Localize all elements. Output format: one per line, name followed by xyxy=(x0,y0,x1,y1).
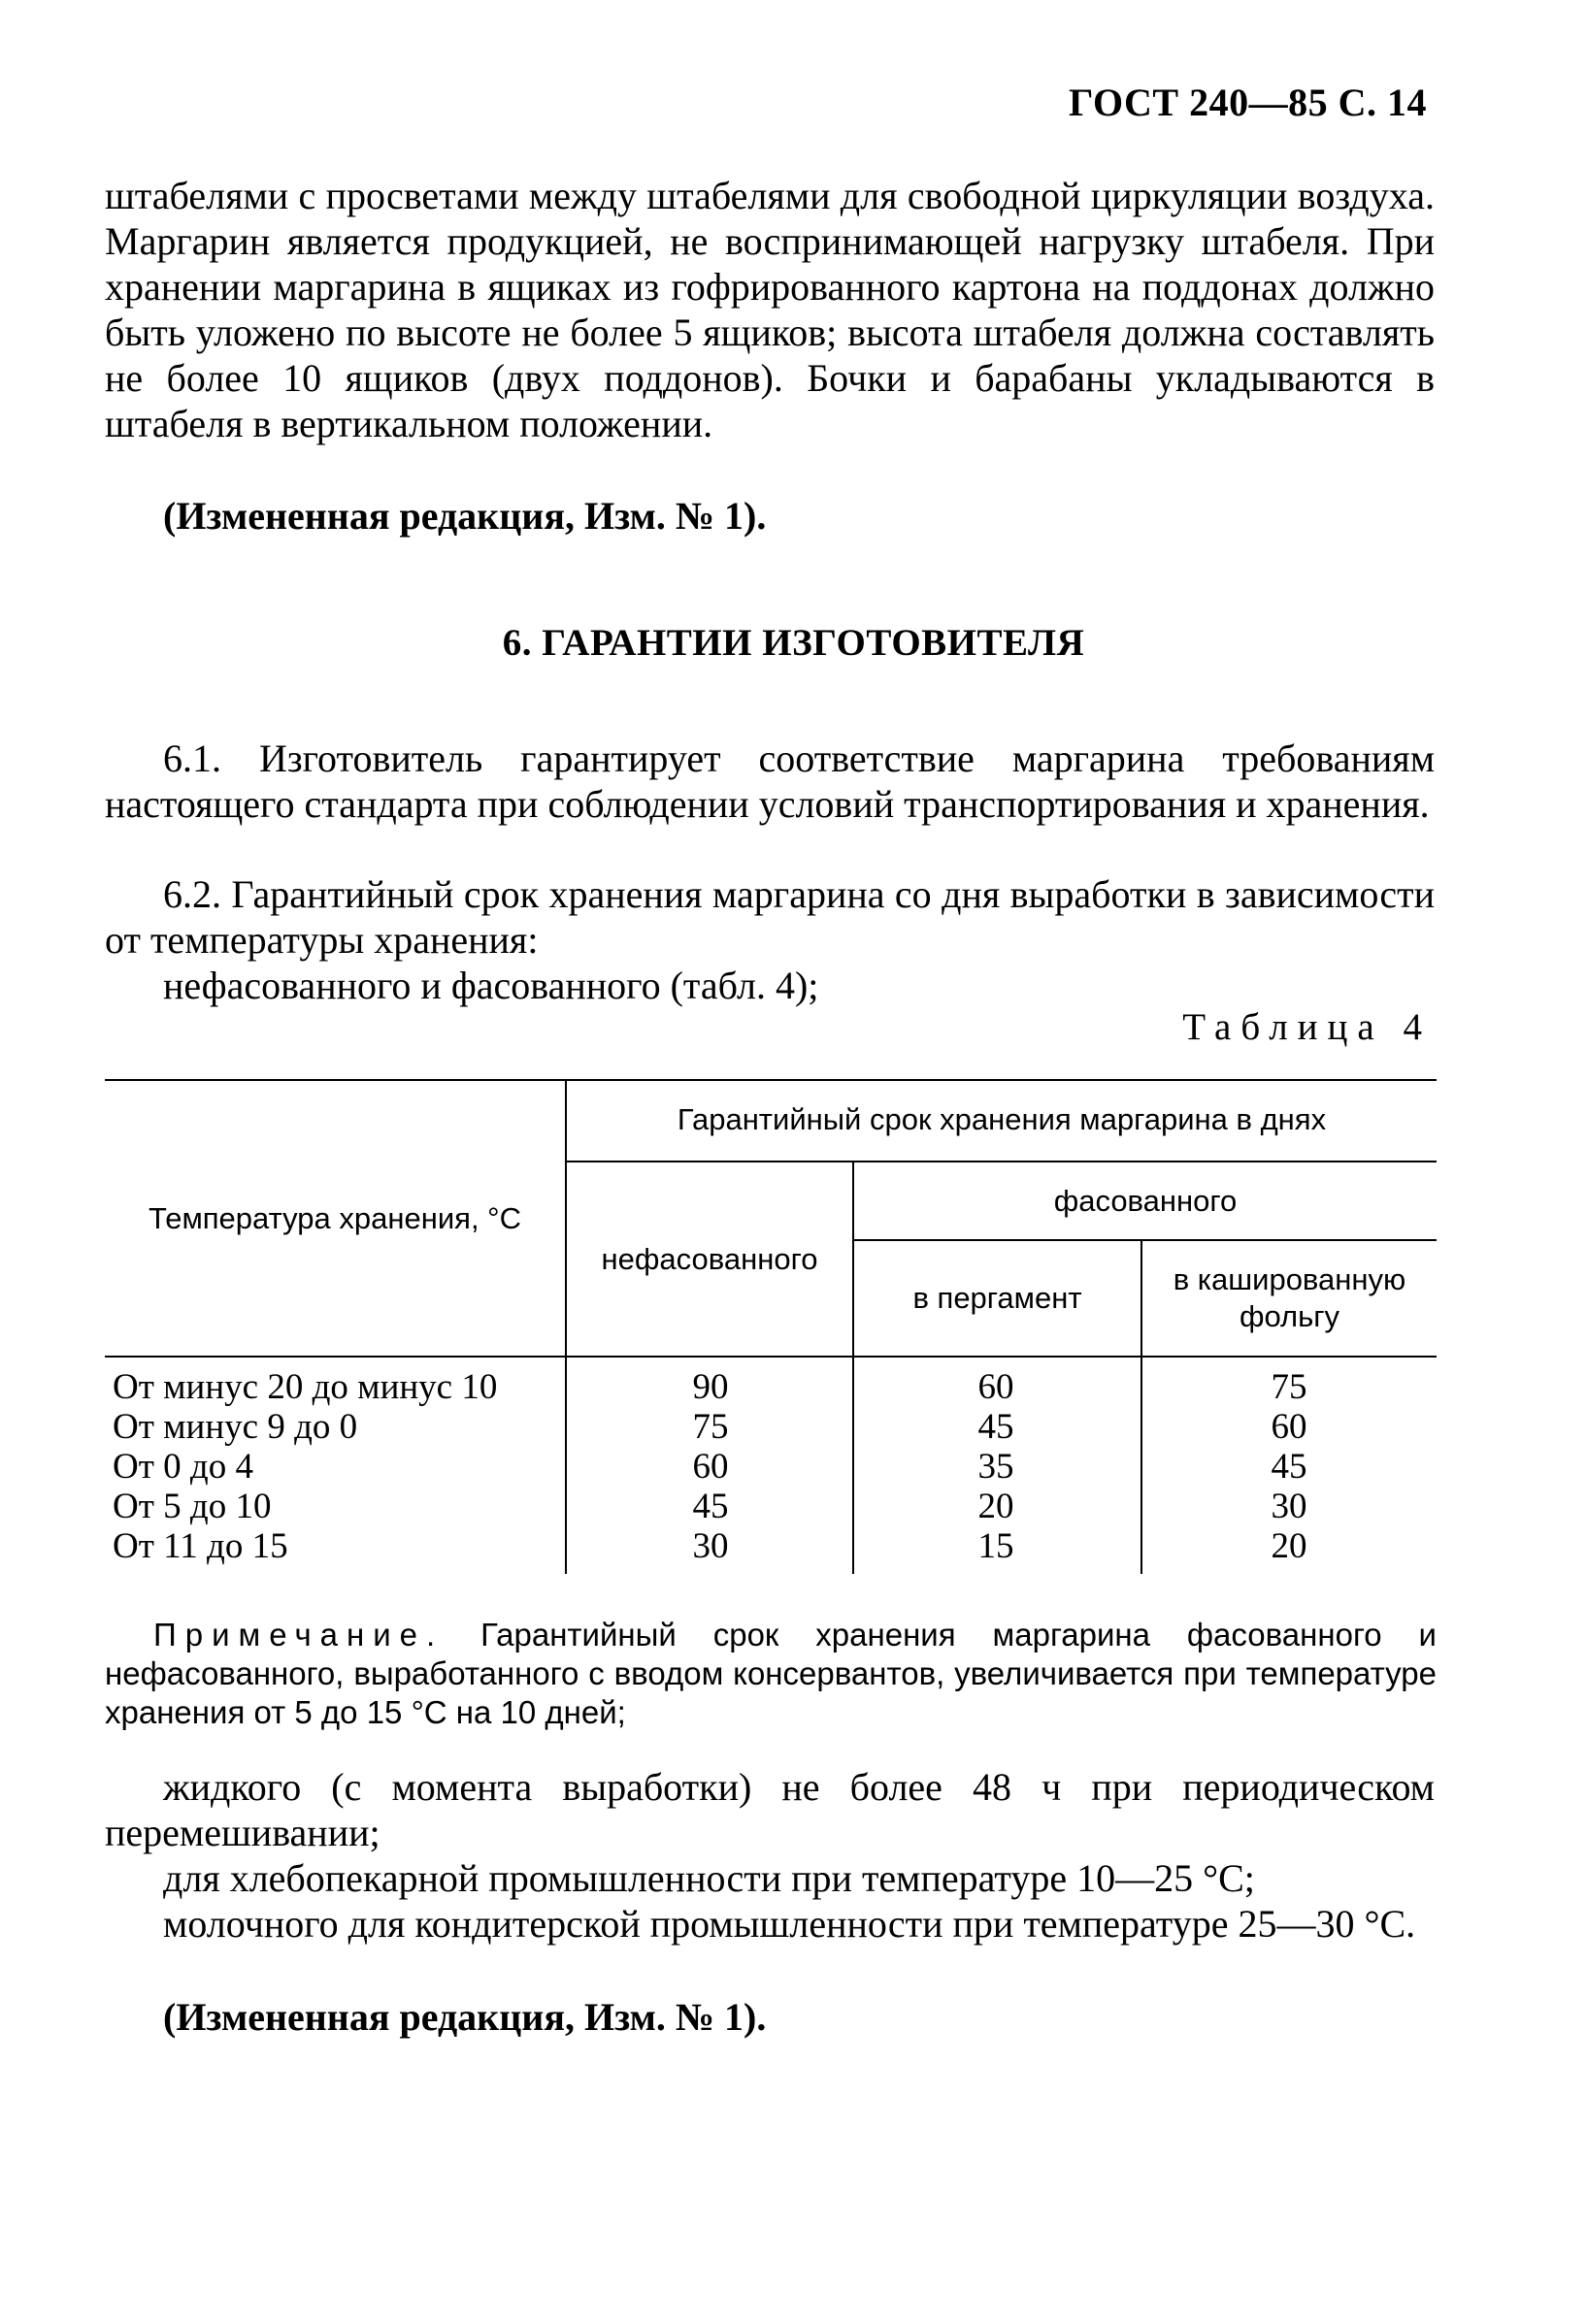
row-parchment-value: 15 xyxy=(977,1526,1014,1566)
row-temperature: От 5 до 10 xyxy=(113,1487,272,1526)
table-header-bottom-rule xyxy=(105,1356,1437,1358)
section-title: 6. ГАРАНТИИ ИЗГОТОВИТЕЛЯ xyxy=(502,622,1085,664)
paragraph-dairy: молочного для кондитерской промышленности при температуре 25—30 °С. xyxy=(163,1902,1416,1946)
header-temperature: Температура хранения, °С xyxy=(149,1201,521,1235)
header-unpacked: нефасованного xyxy=(601,1241,818,1276)
footnote-text: Гарантийный срок хранения маргарина фасованного и нефасованного, выработанного с вводом консервантов, увеличивается при температуре хранения от 5 до 15 °С на 10 дней; xyxy=(105,1617,1437,1730)
final-amendment-note: (Измененная редакция, Изм. № 1). xyxy=(163,1995,767,2039)
row-parchment-value: 35 xyxy=(977,1447,1014,1487)
row-unpacked-value: 75 xyxy=(692,1407,729,1447)
row-foil-value: 60 xyxy=(1271,1407,1307,1447)
intro-paragraph: штабелями с просветами между штабелями для свободной циркуляции воздуха. Маргарин является продукцией, не воспринимающей нагрузку штабеля. При хранении маргарина в ящиках из гофрированного картона на поддонах должно быть уложено по высоте не более 5 ящиков; высота штабеля должна составлять не более 10 ящиков (двух поддонов). Бочки и барабаны укладываются в штабеля в вертикальном положении. xyxy=(105,174,1435,445)
row-temperature: От минус 9 до 0 xyxy=(113,1407,358,1447)
row-parchment-value: 20 xyxy=(977,1487,1014,1526)
table-footnote xyxy=(105,1616,1437,1732)
row-unpacked-value: 60 xyxy=(692,1447,729,1487)
row-parchment-value: 60 xyxy=(977,1367,1014,1407)
paragraph-6-1: 6.1. Изготовитель гарантирует соответствие маргарина требованиям настоящего стандарта при соблюдении условий транспортирования и хранения. xyxy=(105,736,1435,826)
paragraph-bakery: для хлебопекарной промышленности при температуре 10—25 °С; xyxy=(163,1856,1255,1900)
header-parchment: в пергамент xyxy=(912,1281,1082,1315)
row-unpacked-value: 90 xyxy=(692,1367,729,1407)
header-packed: фасованного xyxy=(1053,1183,1238,1218)
row-foil-value: 30 xyxy=(1271,1487,1307,1526)
intro-amendment-note: (Измененная редакция, Изм. № 1). xyxy=(163,494,767,538)
paragraph-liquid: жидкого (с момента выработки) не более 48 ч при периодическом перемешивании; xyxy=(105,1765,1435,1854)
row-unpacked-value: 45 xyxy=(692,1487,729,1526)
row-foil-value: 45 xyxy=(1271,1447,1307,1487)
row-temperature: От 11 до 15 xyxy=(113,1526,288,1566)
paragraph-6-2: 6.2. Гарантийный срок хранения маргарина со дня выработки в зависимости от температуры хранения: xyxy=(105,872,1435,962)
row-parchment-value: 45 xyxy=(977,1407,1014,1447)
header-foil: в кашированную фольгу xyxy=(1173,1262,1406,1333)
row-unpacked-value: 30 xyxy=(692,1526,729,1566)
footnote-label: Примечание. xyxy=(153,1617,445,1653)
header-guarantee-group: Гарантийный срок хранения маргарина в днях xyxy=(677,1102,1327,1136)
row-foil-value: 20 xyxy=(1271,1526,1307,1566)
paragraph-6-2-sub: нефасованного и фасованного (табл. 4); xyxy=(163,964,819,1007)
table-label: Таблица 4 xyxy=(1182,1006,1432,1048)
row-foil-value: 75 xyxy=(1271,1367,1307,1407)
page-header: ГОСТ 240—85 С. 14 xyxy=(1068,81,1427,124)
row-temperature: От минус 20 до минус 10 xyxy=(113,1367,498,1407)
row-temperature: От 0 до 4 xyxy=(113,1447,253,1487)
